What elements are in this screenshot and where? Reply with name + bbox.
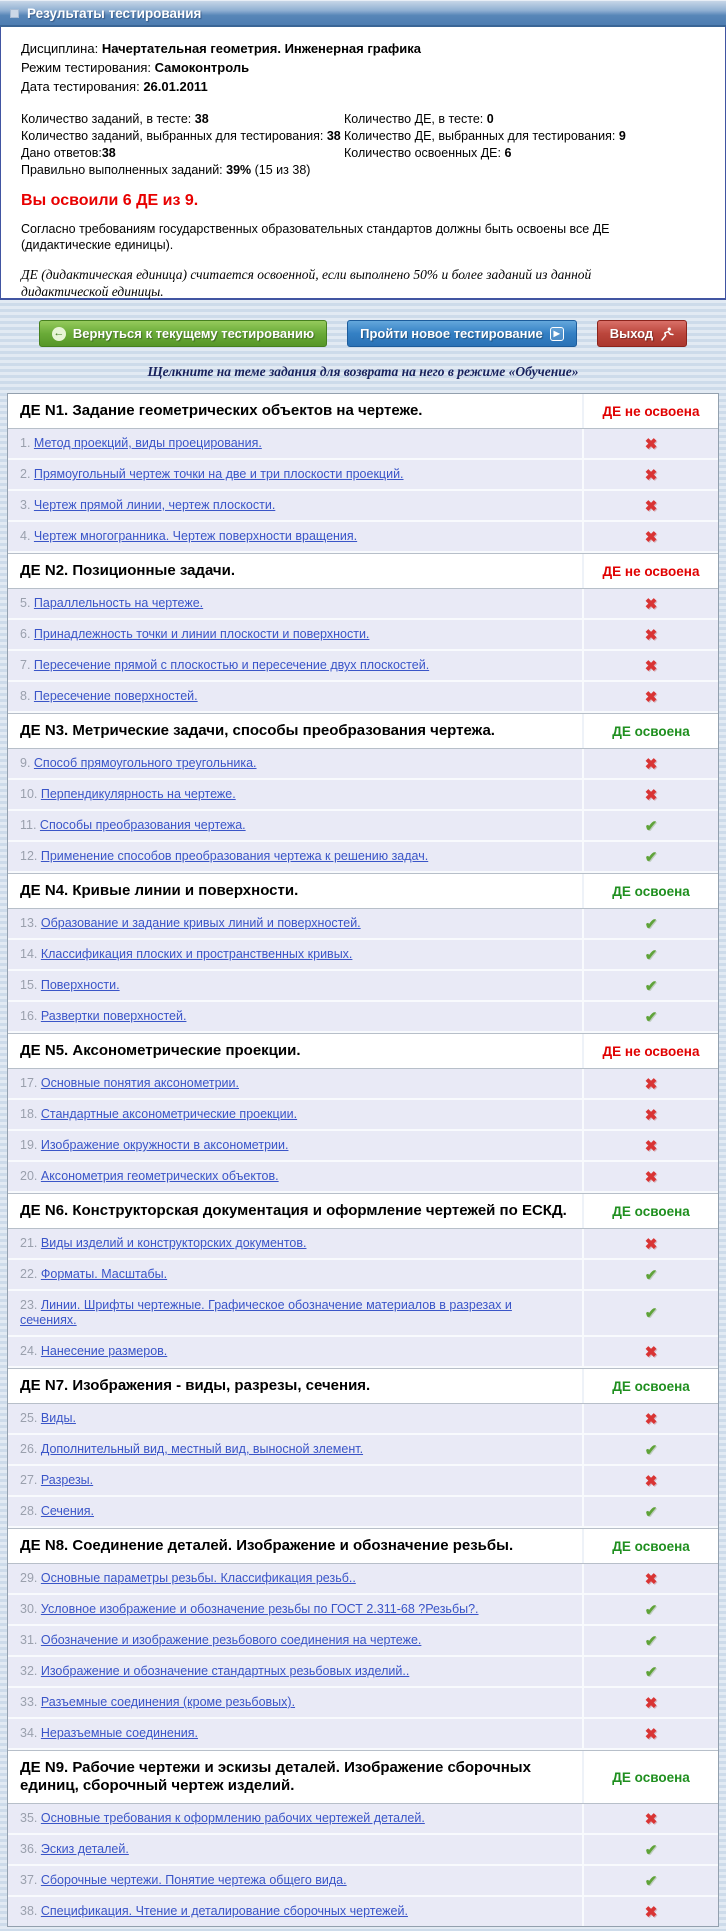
check-icon: ✔ xyxy=(644,1441,658,1459)
task-topic-link[interactable]: Форматы. Масштабы. xyxy=(40,1267,168,1281)
task-number: 33. xyxy=(20,1695,41,1709)
task-topic-cell xyxy=(8,1835,582,1864)
task-topic-cell xyxy=(8,491,582,520)
check-icon: ✔ xyxy=(644,1632,658,1650)
task-topic-cell xyxy=(8,1162,582,1191)
task-topic-link[interactable]: Линии. Шрифты чертежные. Графическое обозначение материалов в разрезах и сечениях. xyxy=(20,1298,512,1327)
task-number: 18. xyxy=(20,1107,41,1121)
task-status-cell xyxy=(582,1404,718,1433)
task-status-cell xyxy=(582,491,718,520)
section-header-row xyxy=(8,1528,718,1564)
task-row xyxy=(8,1688,718,1719)
cross-icon: ✖ xyxy=(644,1137,658,1155)
section-title: ДЕ N2. Позиционные задачи. xyxy=(20,562,236,579)
section-header-row xyxy=(8,553,718,589)
task-row xyxy=(8,429,718,460)
test-mode-label: Режим тестирования: xyxy=(21,60,151,75)
task-row xyxy=(8,1466,718,1497)
cross-icon: ✖ xyxy=(644,595,658,613)
task-status-cell xyxy=(582,1002,718,1031)
task-row xyxy=(8,1002,718,1033)
result-summary-text: Вы освоили 6 ДЕ из 9. xyxy=(21,192,199,209)
task-status-cell xyxy=(582,620,718,649)
task-number: 32. xyxy=(20,1664,41,1678)
check-icon: ✔ xyxy=(644,1601,658,1619)
task-number: 2. xyxy=(20,467,34,481)
task-topic-link[interactable]: Изображение окружности в аксонометрии. xyxy=(40,1138,289,1152)
back-arrow-icon: ← xyxy=(53,326,65,339)
task-status-cell xyxy=(582,1595,718,1624)
task-number: 20. xyxy=(20,1169,41,1183)
task-status-cell xyxy=(582,522,718,551)
task-row xyxy=(8,491,718,522)
task-number: 6. xyxy=(20,627,34,641)
task-topic-link[interactable]: Разрезы. xyxy=(40,1473,94,1487)
cross-icon: ✖ xyxy=(644,657,658,675)
new-test-button-label: Пройти новое тестирование xyxy=(360,326,543,341)
test-date-value: 26.01.2011 xyxy=(143,79,208,94)
task-topic-cell xyxy=(8,749,582,778)
task-topic-cell xyxy=(8,1337,582,1366)
task-topic-link[interactable]: Сечения. xyxy=(40,1504,95,1518)
task-topic-cell xyxy=(8,909,582,938)
task-row xyxy=(8,909,718,940)
task-status-cell xyxy=(582,1337,718,1366)
task-number: 17. xyxy=(20,1076,41,1090)
stat-line: Дано ответов:38 xyxy=(21,146,116,160)
task-number: 29. xyxy=(20,1571,41,1585)
cross-icon: ✖ xyxy=(644,1694,658,1712)
task-topic-cell xyxy=(8,842,582,871)
cross-icon: ✖ xyxy=(644,1725,658,1743)
task-status-cell xyxy=(582,1657,718,1686)
task-row xyxy=(8,1229,718,1260)
task-topic-cell xyxy=(8,1595,582,1624)
check-icon: ✔ xyxy=(644,977,658,995)
task-topic-cell xyxy=(8,682,582,711)
task-status-cell xyxy=(582,1719,718,1748)
task-row xyxy=(8,522,718,553)
task-topic-link[interactable]: Чертеж многогранника. Чертеж поверхности вращения. xyxy=(33,529,358,543)
cross-icon: ✖ xyxy=(644,626,658,644)
task-topic-cell xyxy=(8,1100,582,1129)
task-status-cell xyxy=(582,1497,718,1526)
task-topic-link[interactable]: Виды. xyxy=(40,1411,76,1425)
section-title: ДЕ N6. Конструкторская документация и оформление чертежей по ЕСКД. xyxy=(20,1202,567,1219)
task-row xyxy=(8,682,718,713)
statistics-right-column xyxy=(344,111,705,179)
task-topic-cell xyxy=(8,1897,582,1926)
cross-icon: ✖ xyxy=(644,1810,658,1828)
cross-icon: ✖ xyxy=(644,1410,658,1428)
task-topic-link[interactable]: Способ прямоугольного треугольника. xyxy=(33,756,257,770)
task-row xyxy=(8,651,718,682)
section-header-row xyxy=(8,713,718,749)
check-icon: ✔ xyxy=(644,1872,658,1890)
action-buttons xyxy=(0,320,726,347)
task-topic-cell xyxy=(8,940,582,969)
task-number: 27. xyxy=(20,1473,41,1487)
cross-icon: ✖ xyxy=(644,688,658,706)
task-topic-cell xyxy=(8,1866,582,1895)
task-row xyxy=(8,1131,718,1162)
task-topic-link[interactable]: Изображение и обозначение стандартных резьбовых изделий.. xyxy=(40,1664,410,1678)
task-topic-link[interactable]: Перпендикулярность на чертеже. xyxy=(40,787,236,801)
task-topic-link[interactable]: Нанесение размеров. xyxy=(40,1344,168,1358)
section-title: ДЕ N8. Соединение деталей. Изображение и обозначение резьбы. xyxy=(20,1537,514,1554)
task-row xyxy=(8,1564,718,1595)
section-status-badge: ДЕ не освоена xyxy=(582,554,718,588)
section-header-row xyxy=(8,1193,718,1229)
statistics xyxy=(21,111,705,179)
click-topic-hint: Щелкните на теме задания для возврата на него в режиме «Обучение» xyxy=(147,364,579,379)
results-table xyxy=(7,393,719,1927)
task-topic-cell xyxy=(8,460,582,489)
task-number: 24. xyxy=(20,1344,41,1358)
task-number: 16. xyxy=(20,1009,41,1023)
task-topic-cell xyxy=(8,1260,582,1289)
task-status-cell xyxy=(582,1260,718,1289)
check-icon: ✔ xyxy=(644,1266,658,1284)
task-topic-cell xyxy=(8,780,582,809)
task-status-cell xyxy=(582,1291,718,1335)
section-status-badge: ДЕ освоена xyxy=(582,1751,718,1803)
window-titlebar xyxy=(0,0,726,27)
task-row xyxy=(8,1100,718,1131)
task-topic-cell xyxy=(8,1131,582,1160)
task-number: 34. xyxy=(20,1726,41,1740)
task-number: 15. xyxy=(20,978,41,992)
task-row xyxy=(8,1804,718,1835)
task-topic-cell xyxy=(8,522,582,551)
stat-line: Количество ДЕ, выбранных для тестирования: 9 xyxy=(344,129,626,143)
stat-line: Количество заданий, выбранных для тестирования: 38 xyxy=(21,129,341,143)
check-icon: ✔ xyxy=(644,1503,658,1521)
running-man-icon xyxy=(660,327,674,341)
section-header-row xyxy=(8,1750,718,1804)
task-topic-cell xyxy=(8,1466,582,1495)
section-status-badge: ДЕ освоена xyxy=(582,714,718,748)
stat-line: Количество заданий, в тесте: 38 xyxy=(21,112,209,126)
task-topic-cell xyxy=(8,1229,582,1258)
task-number: 25. xyxy=(20,1411,41,1425)
task-topic-link[interactable]: Разъемные соединения (кроме резьбовых). xyxy=(40,1695,296,1709)
task-number: 28. xyxy=(20,1504,41,1518)
task-row xyxy=(8,1595,718,1626)
task-topic-link[interactable]: Спецификация. Чтение и деталирование сборочных чертежей. xyxy=(40,1904,408,1918)
section-status-badge: ДЕ освоена xyxy=(582,1529,718,1563)
section-status-badge: ДЕ не освоена xyxy=(582,1034,718,1068)
task-topic-link[interactable]: Основные параметры резьбы. Классификация резьб.. xyxy=(40,1571,356,1585)
task-topic-link[interactable]: Эскиз деталей. xyxy=(40,1842,129,1856)
section-status-badge: ДЕ освоена xyxy=(582,1369,718,1403)
task-topic-cell xyxy=(8,1719,582,1748)
task-status-cell xyxy=(582,971,718,1000)
forward-arrow-icon: ▶ xyxy=(550,327,564,341)
check-icon: ✔ xyxy=(644,1008,658,1026)
task-topic-link[interactable]: Принадлежность точки и линии плоскости и поверхности. xyxy=(33,627,370,641)
cross-icon: ✖ xyxy=(644,1570,658,1588)
task-number: 8. xyxy=(20,689,34,703)
task-topic-link[interactable]: Пересечение прямой с плоскостью и пересечение двух плоскостей. xyxy=(33,658,430,672)
task-topic-link[interactable]: Применение способов преобразования чертежа к решению задач. xyxy=(40,849,429,863)
section-status-badge: ДЕ не освоена xyxy=(582,394,718,428)
window-square-icon xyxy=(10,9,19,18)
task-number: 14. xyxy=(20,947,41,961)
task-topic-cell xyxy=(8,1002,582,1031)
task-number: 26. xyxy=(20,1442,41,1456)
task-status-cell xyxy=(582,811,718,840)
task-topic-link[interactable]: Аксонометрия геометрических объектов. xyxy=(40,1169,279,1183)
task-topic-link[interactable]: Метод проекций, виды проецирования. xyxy=(33,436,262,450)
task-row xyxy=(8,1626,718,1657)
task-number: 13. xyxy=(20,916,41,930)
cross-icon: ✖ xyxy=(644,1343,658,1361)
cross-icon: ✖ xyxy=(644,755,658,773)
task-topic-cell xyxy=(8,651,582,680)
task-row xyxy=(8,780,718,811)
task-row xyxy=(8,589,718,620)
task-status-cell xyxy=(582,1100,718,1129)
task-row xyxy=(8,749,718,780)
check-icon: ✔ xyxy=(644,848,658,866)
task-status-cell xyxy=(582,1897,718,1926)
results-summary-panel xyxy=(0,27,726,300)
section-header-row xyxy=(8,1033,718,1069)
task-topic-cell xyxy=(8,1804,582,1833)
task-number: 38. xyxy=(20,1904,41,1918)
task-row xyxy=(8,460,718,491)
task-row xyxy=(8,620,718,651)
test-mode-value: Самоконтроль xyxy=(154,60,250,75)
task-status-cell xyxy=(582,909,718,938)
cross-icon: ✖ xyxy=(644,1168,658,1186)
task-row xyxy=(8,1719,718,1750)
task-row xyxy=(8,842,718,873)
task-number: 1. xyxy=(20,436,34,450)
task-topic-link[interactable]: Обозначение и изображение резьбового соединения на чертеже. xyxy=(40,1633,422,1647)
task-status-cell xyxy=(582,1835,718,1864)
task-topic-cell xyxy=(8,1435,582,1464)
task-row xyxy=(8,971,718,1002)
cross-icon: ✖ xyxy=(644,435,658,453)
task-row xyxy=(8,1435,718,1466)
lower-area xyxy=(0,300,726,1931)
task-topic-cell xyxy=(8,811,582,840)
task-topic-link[interactable]: Чертеж прямой линии, чертеж плоскости. xyxy=(33,498,276,512)
section-status-badge: ДЕ освоена xyxy=(582,874,718,908)
task-topic-cell xyxy=(8,1657,582,1686)
task-topic-cell xyxy=(8,1688,582,1717)
cross-icon: ✖ xyxy=(644,786,658,804)
task-topic-link[interactable]: Образование и задание кривых линий и поверхностей. xyxy=(40,916,361,930)
section-header-row xyxy=(8,394,718,429)
cross-icon: ✖ xyxy=(644,1903,658,1921)
section-title: ДЕ N4. Кривые линии и поверхности. xyxy=(20,882,299,899)
task-number: 5. xyxy=(20,596,34,610)
return-to-current-test-button[interactable] xyxy=(39,320,327,347)
task-row xyxy=(8,1404,718,1435)
task-topic-cell xyxy=(8,1069,582,1098)
section-title: ДЕ N1. Задание геометрических объектов на чертеже. xyxy=(20,402,423,419)
check-icon: ✔ xyxy=(644,1841,658,1859)
task-number: 4. xyxy=(20,529,34,543)
exit-button[interactable] xyxy=(597,320,687,347)
task-status-cell xyxy=(582,651,718,680)
task-row xyxy=(8,1337,718,1368)
task-number: 11. xyxy=(20,818,40,832)
check-icon: ✔ xyxy=(644,1305,658,1322)
task-number: 7. xyxy=(20,658,34,672)
discipline-value: Начертательная геометрия. Инженерная графика xyxy=(101,41,422,56)
task-status-cell xyxy=(582,682,718,711)
check-icon: ✔ xyxy=(644,1663,658,1681)
task-topic-link[interactable]: Основные понятия аксонометрии. xyxy=(40,1076,239,1090)
task-number: 23. xyxy=(20,1298,41,1312)
task-row xyxy=(8,1657,718,1688)
task-number: 22. xyxy=(20,1267,41,1281)
section-header-row xyxy=(8,1368,718,1404)
task-number: 21. xyxy=(20,1236,41,1250)
task-status-cell xyxy=(582,1069,718,1098)
task-status-cell xyxy=(582,1866,718,1895)
task-topic-link[interactable]: Поверхности. xyxy=(40,978,120,992)
task-row xyxy=(8,940,718,971)
task-number: 35. xyxy=(20,1811,41,1825)
test-date-label: Дата тестирования: xyxy=(21,79,140,94)
task-topic-link[interactable]: Сборочные чертежи. Понятие чертежа общего вида. xyxy=(40,1873,347,1887)
section-title: ДЕ N3. Метрические задачи, способы преобразования чертежа. xyxy=(20,722,495,739)
task-row xyxy=(8,811,718,842)
task-status-cell xyxy=(582,749,718,778)
task-status-cell xyxy=(582,1131,718,1160)
task-topic-cell xyxy=(8,1291,582,1335)
task-number: 9. xyxy=(20,756,34,770)
task-topic-cell xyxy=(8,1564,582,1593)
task-number: 10. xyxy=(20,787,41,801)
task-row xyxy=(8,1835,718,1866)
task-topic-link[interactable]: Стандартные аксонометрические проекции. xyxy=(40,1107,298,1121)
cross-icon: ✖ xyxy=(644,1075,658,1093)
task-status-cell xyxy=(582,940,718,969)
section-title: ДЕ N5. Аксонометрические проекции. xyxy=(20,1042,301,1059)
section-header-row xyxy=(8,873,718,909)
task-topic-link[interactable]: Прямоугольный чертеж точки на две и три плоскости проекций. xyxy=(33,467,404,481)
task-status-cell xyxy=(582,1688,718,1717)
section-status-badge: ДЕ освоена xyxy=(582,1194,718,1228)
task-row xyxy=(8,1162,718,1193)
task-row xyxy=(8,1897,718,1926)
test-mode-line xyxy=(21,58,705,77)
discipline-label: Дисциплина: xyxy=(21,41,99,56)
task-topic-link[interactable]: Виды изделий и конструкторских документов. xyxy=(40,1236,307,1250)
cross-icon: ✖ xyxy=(644,528,658,546)
task-row xyxy=(8,1497,718,1528)
section-title: ДЕ N7. Изображения - виды, разрезы, сечения. xyxy=(20,1377,371,1394)
stat-line: Количество ДЕ, в тесте: 0 xyxy=(344,112,494,126)
cross-icon: ✖ xyxy=(644,1106,658,1124)
task-topic-cell xyxy=(8,1497,582,1526)
stat-line: Количество освоенных ДЕ: 6 xyxy=(344,146,512,160)
task-topic-link[interactable]: Условное изображение и обозначение резьбы по ГОСТ 2.311-68 ?Резьбы?. xyxy=(40,1602,479,1616)
exit-button-label: Выход xyxy=(609,326,654,341)
stat-line: Правильно выполненных заданий: 39% (15 из 38) xyxy=(21,163,311,177)
task-topic-link[interactable]: Пересечение поверхностей. xyxy=(33,689,198,703)
task-topic-cell xyxy=(8,1626,582,1655)
task-status-cell xyxy=(582,1435,718,1464)
cross-icon: ✖ xyxy=(644,1472,658,1490)
task-number: 30. xyxy=(20,1602,41,1616)
task-status-cell xyxy=(582,842,718,871)
task-topic-link[interactable]: Параллельность на чертеже. xyxy=(33,596,204,610)
task-number: 19. xyxy=(20,1138,41,1152)
task-number: 12. xyxy=(20,849,41,863)
standards-note: Согласно требованиям государственных образовательных стандартов должны быть освоены все ДЕ (дидактические единицы). xyxy=(21,222,610,252)
cross-icon: ✖ xyxy=(644,497,658,515)
task-topic-cell xyxy=(8,620,582,649)
check-icon: ✔ xyxy=(644,915,658,933)
task-row xyxy=(8,1069,718,1100)
task-topic-link[interactable]: Дополнительный вид, местный вид, выносной злемент. xyxy=(40,1442,364,1456)
test-date-line xyxy=(21,77,705,96)
task-number: 3. xyxy=(20,498,34,512)
statistics-left-column xyxy=(21,111,344,179)
check-icon: ✔ xyxy=(644,946,658,964)
task-topic-link[interactable]: Основные требования к оформлению рабочих чертежей деталей. xyxy=(40,1811,425,1825)
task-number: 31. xyxy=(20,1633,41,1647)
task-row xyxy=(8,1866,718,1897)
page-title: Результаты тестирования xyxy=(27,5,202,21)
task-topic-cell xyxy=(8,429,582,458)
check-icon: ✔ xyxy=(644,817,658,835)
task-topic-link[interactable]: Неразъемные соединения. xyxy=(40,1726,199,1740)
return-button-label: Вернуться к текущему тестированию xyxy=(72,326,315,341)
task-status-cell xyxy=(582,589,718,618)
task-status-cell xyxy=(582,1466,718,1495)
task-row xyxy=(8,1291,718,1337)
cross-icon: ✖ xyxy=(644,466,658,484)
task-number: 36. xyxy=(20,1842,41,1856)
task-status-cell xyxy=(582,1162,718,1191)
task-status-cell xyxy=(582,429,718,458)
cross-icon: ✖ xyxy=(644,1235,658,1253)
task-row xyxy=(8,1260,718,1291)
task-status-cell xyxy=(582,780,718,809)
task-topic-cell xyxy=(8,1404,582,1433)
task-status-cell xyxy=(582,1626,718,1655)
task-topic-link[interactable]: Способы преобразования чертежа. xyxy=(39,818,246,832)
task-topic-cell xyxy=(8,589,582,618)
task-status-cell xyxy=(582,1229,718,1258)
task-number: 37. xyxy=(20,1873,41,1887)
discipline-line xyxy=(21,39,705,58)
section-title: ДЕ N9. Рабочие чертежи и эскизы деталей. Изображение сборочных единиц, сборочный чертеж изделий. xyxy=(20,1759,531,1794)
task-topic-link[interactable]: Классификация плоских и пространственных кривых. xyxy=(40,947,353,961)
de-definition-note: ДЕ (дидактическая единица) считается освоенной, если выполнено 50% и более заданий из данной дидактической единицы. xyxy=(21,267,592,299)
task-topic-link[interactable]: Развертки поверхностей. xyxy=(40,1009,187,1023)
task-status-cell xyxy=(582,1804,718,1833)
task-topic-cell xyxy=(8,971,582,1000)
task-status-cell xyxy=(582,460,718,489)
start-new-test-button[interactable] xyxy=(347,320,577,347)
task-status-cell xyxy=(582,1564,718,1593)
